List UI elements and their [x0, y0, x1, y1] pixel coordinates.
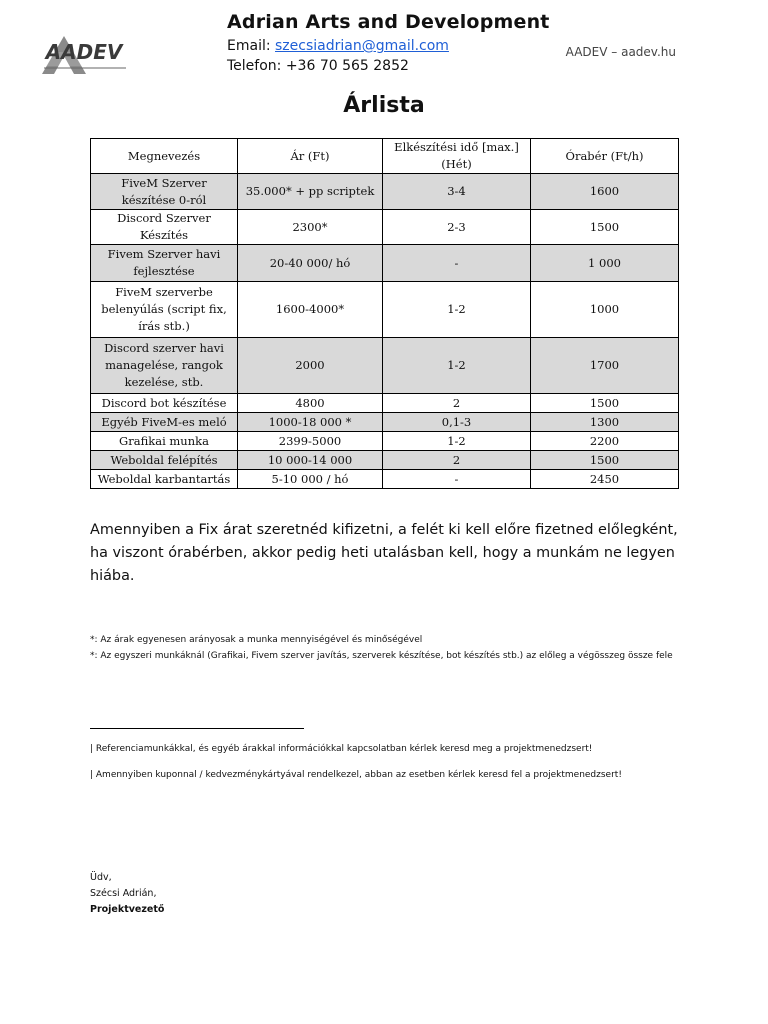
- cell-rate: 1000: [531, 282, 679, 338]
- cell-name: Weboldal felépítés: [91, 451, 238, 470]
- cell-name: Grafikai munka: [91, 432, 238, 451]
- cell-rate: 2450: [531, 470, 679, 489]
- footnote-1: *: Az árak egyenesen arányosak a munka mennyiségével és minőségével: [90, 635, 423, 645]
- table-row: [91, 394, 679, 413]
- cell-name: Weboldal karbantartás: [91, 470, 238, 489]
- cell-rate: 2200: [531, 432, 679, 451]
- email-label: Email:: [227, 38, 276, 54]
- table-header-row: [91, 139, 679, 174]
- cell-name: Egyéb FiveM-es meló: [91, 413, 238, 432]
- cell-duration: 2: [383, 394, 531, 413]
- cell-duration: 2-3: [383, 210, 531, 245]
- table-row: [91, 470, 679, 489]
- cell-duration: 3-4: [383, 174, 531, 210]
- cell-rate: 1 000: [531, 245, 679, 282]
- cell-duration: 1-2: [383, 282, 531, 338]
- cell-rate: 1500: [531, 394, 679, 413]
- header-duration: Elkészítési idő [max.] (Hét): [383, 139, 531, 174]
- cell-price: 5-10 000 / hó: [238, 470, 383, 489]
- cell-duration: 1-2: [383, 338, 531, 394]
- cell-name: Fivem Szerver havi fejlesztése: [91, 245, 238, 282]
- cell-duration: 2: [383, 451, 531, 470]
- company-name: Adrian Arts and Development: [227, 11, 550, 33]
- site-label: AADEV – aadev.hu: [565, 45, 676, 59]
- greeting: Üdv,: [90, 872, 112, 883]
- cell-rate: 1300: [531, 413, 679, 432]
- payment-paragraph: Amennyiben a Fix árat szeretnéd kifizetni, a felét ki kell előre fizetned előlegként, ha viszont órabérben, akkor pedig heti utalásban kell, hogy a munkám ne legyen hiába.: [90, 522, 678, 584]
- table-row: [91, 245, 679, 282]
- cell-rate: 1500: [531, 210, 679, 245]
- header-name: Megnevezés: [91, 139, 238, 174]
- cell-duration: 1-2: [383, 432, 531, 451]
- table-row: [91, 210, 679, 245]
- footnote-2: *: Az egyszeri munkáknál (Grafikai, Fivem szerver javítás, szerverek készítése, bot készítés stb.) az előleg a végösszeg össze fele: [90, 651, 673, 661]
- cell-price: 4800: [238, 394, 383, 413]
- cell-price: 1600-4000*: [238, 282, 383, 338]
- cell-price: 1000-18 000 *: [238, 413, 383, 432]
- table-row: [91, 282, 679, 338]
- cell-rate: 1500: [531, 451, 679, 470]
- cell-price: 10 000-14 000: [238, 451, 383, 470]
- table-row: [91, 174, 679, 210]
- phone-line: Telefon: +36 70 565 2852: [227, 58, 409, 74]
- cell-name: Discord Szerver Készítés: [91, 210, 238, 245]
- cell-price: 2000: [238, 338, 383, 394]
- email-link[interactable]: szecsiadrian@gmail.com: [275, 38, 449, 54]
- cell-price: 35.000* + pp scriptek: [238, 174, 383, 210]
- header-hourly-rate: Órabér (Ft/h): [531, 139, 679, 174]
- logo-text: AADEV: [45, 40, 123, 64]
- price-table: [90, 138, 679, 489]
- separator-line: [90, 728, 304, 729]
- signer-role: Projektvezető: [90, 904, 165, 915]
- coupon-note: | Amennyiben kuponnal / kedvezménykártyával rendelkezel, abban az esetben kérlek keresd fel a projektmenedzsert!: [90, 770, 622, 780]
- header-price: Ár (Ft): [238, 139, 383, 174]
- cell-rate: 1700: [531, 338, 679, 394]
- cell-name: FiveM szerverbe belenyúlás (script fix, írás stb.): [91, 282, 238, 338]
- reference-note: | Referenciamunkákkal, és egyéb árakkal információkkal kapcsolatban kérlek keresd meg a projektmenedzsert!: [90, 744, 593, 754]
- email-line: [227, 38, 449, 54]
- cell-price: 2399-5000: [238, 432, 383, 451]
- table-row: [91, 413, 679, 432]
- cell-name: Discord bot készítése: [91, 394, 238, 413]
- table-row: [91, 451, 679, 470]
- cell-name: FiveM Szerver készítése 0-ról: [91, 174, 238, 210]
- signature-block: [90, 870, 164, 918]
- cell-price: 2300*: [238, 210, 383, 245]
- table-row: [91, 432, 679, 451]
- cell-price: 20-40 000/ hó: [238, 245, 383, 282]
- cell-duration: 0,1-3: [383, 413, 531, 432]
- cell-duration: -: [383, 245, 531, 282]
- cell-duration: -: [383, 470, 531, 489]
- table-row: [91, 338, 679, 394]
- cell-rate: 1600: [531, 174, 679, 210]
- signer-name: Szécsi Adrián,: [90, 888, 157, 899]
- page-title: Árlista: [343, 93, 425, 118]
- aadev-logo: [38, 30, 130, 78]
- cell-name: Discord szerver havi managelése, rangok kezelése, stb.: [91, 338, 238, 394]
